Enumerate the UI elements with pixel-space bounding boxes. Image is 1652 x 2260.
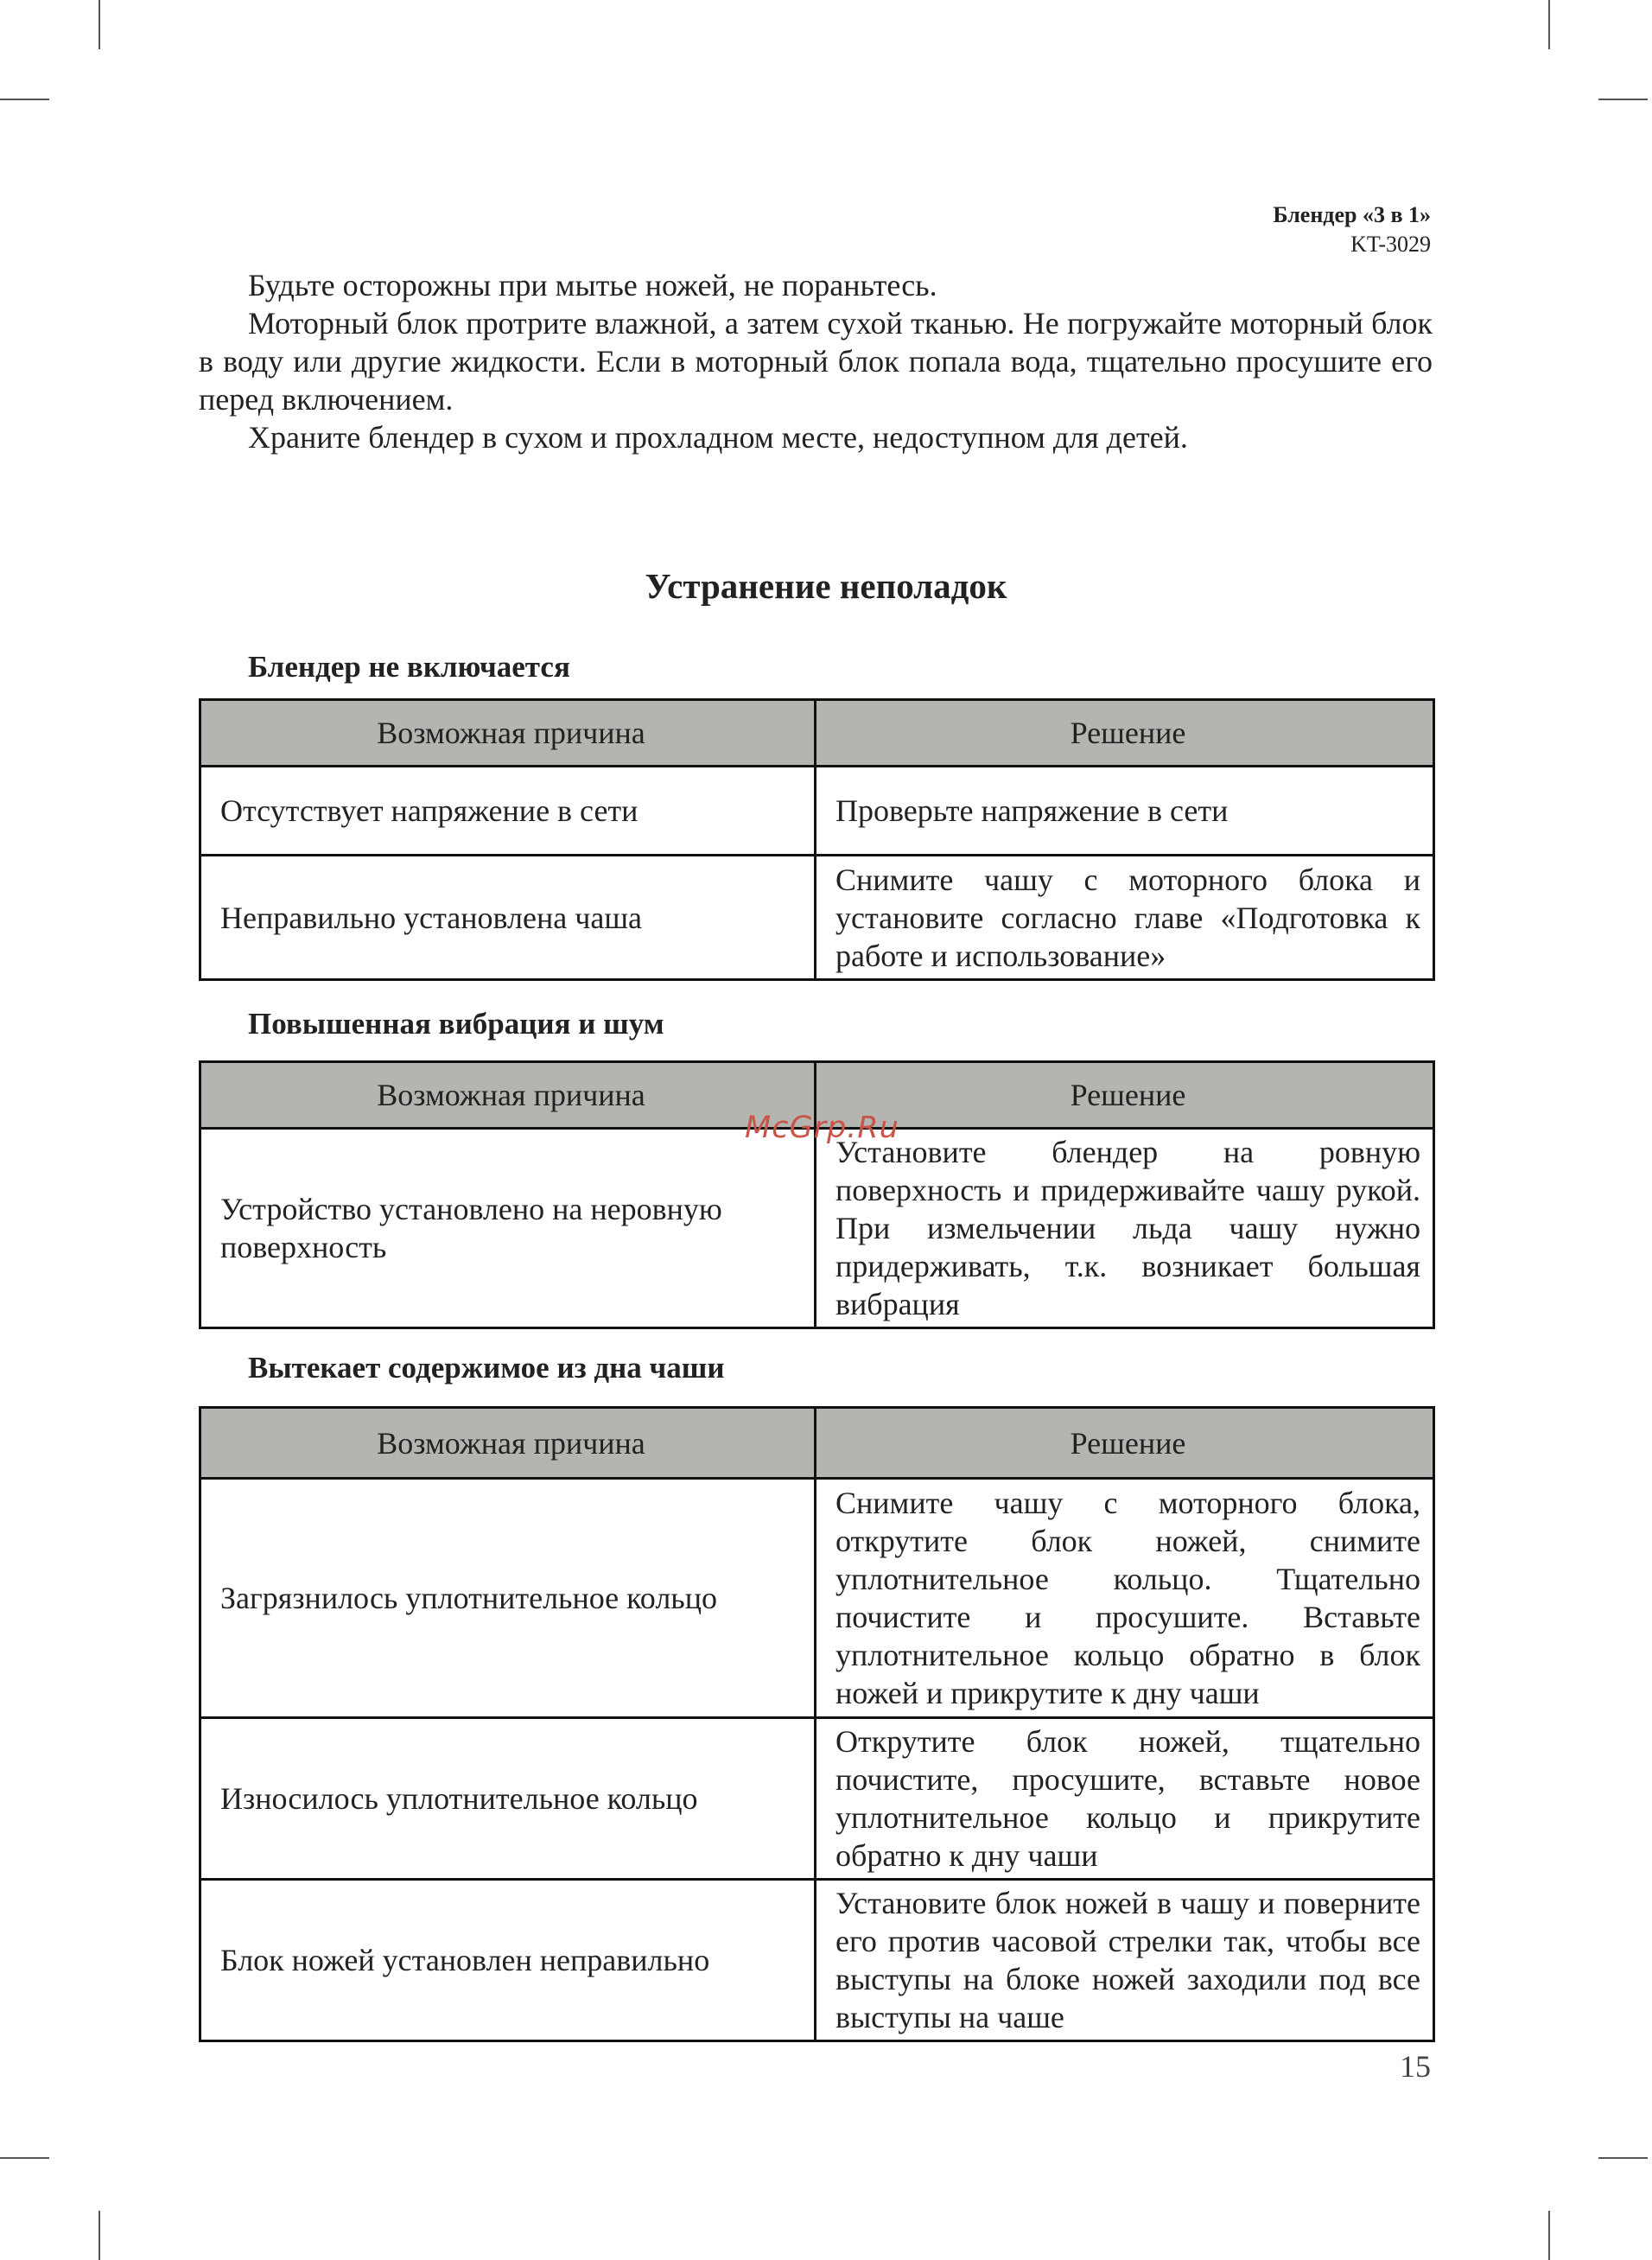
paragraph: Будьте осторожны при мытье ножей, не пораньтесь. xyxy=(248,268,937,302)
column-header: Решение xyxy=(816,700,1434,767)
crop-mark xyxy=(1598,99,1648,100)
table-row xyxy=(200,1718,1434,1880)
troubleshooting-table xyxy=(199,1406,1435,2042)
cause-cell: Загрязнилось уплотнительное кольцо xyxy=(200,1479,816,1718)
column-header: Решение xyxy=(816,1062,1434,1129)
column-header: Возможная причина xyxy=(200,1062,816,1129)
table-row xyxy=(200,767,1434,856)
column-header: Возможная причина xyxy=(200,700,816,767)
subsection-heading: Вытекает содержимое из дна чаши xyxy=(248,1351,725,1385)
table-header-row xyxy=(200,1408,1434,1479)
paragraph: Моторный блок протрите влажной, а затем сухой тканью. Не погружайте моторный блок в воду или другие жидкости. Если в моторный блок попала вода, тщательно просушите его перед включением. xyxy=(199,306,1433,417)
cause-cell: Износилось уплотнительное кольцо xyxy=(200,1718,816,1880)
table-row xyxy=(200,1880,1434,2041)
cause-cell: Блок ножей установлен неправильно xyxy=(200,1880,816,2041)
page-header xyxy=(1273,201,1431,259)
table-row xyxy=(200,856,1434,980)
solution-cell: Открутите блок ножей, тщательно почистите, просушите, вставьте новое уплотнительное кольцо и прикрутите обратно к дну чаши xyxy=(816,1718,1434,1880)
cause-cell: Неправильно установлена чаша xyxy=(200,856,816,980)
column-header: Возможная причина xyxy=(200,1408,816,1479)
solution-cell: Установите блок ножей в чашу и поверните его против часовой стрелки так, чтобы все выступы на блоке ножей заходили под все выступы на чаше xyxy=(816,1880,1434,2041)
intro-text xyxy=(199,266,1433,456)
crop-mark xyxy=(98,2211,100,2260)
crop-mark xyxy=(1548,2211,1550,2260)
troubleshooting-table xyxy=(199,1060,1435,1329)
model-title: Блендер «3 в 1» xyxy=(1273,202,1431,227)
subsection-heading: Повышенная вибрация и шум xyxy=(248,1007,664,1041)
watermark: McGrp.Ru xyxy=(745,1111,899,1145)
cause-cell: Отсутствует напряжение в сети xyxy=(200,767,816,856)
crop-mark xyxy=(0,2157,49,2159)
solution-cell: Проверьте напряжение в сети xyxy=(816,767,1434,856)
crop-mark xyxy=(0,99,49,100)
cause-cell: Устройство установлено на неровную поверхность xyxy=(200,1129,816,1328)
solution-cell: Снимите чашу с моторного блока, открутите блок ножей, снимите уплотнительное кольцо. Тщательно почистите и просушите. Вставьте уплотнительное кольцо обратно в блок ножей и прикрутите к дну чаши xyxy=(816,1479,1434,1718)
crop-mark xyxy=(1548,0,1550,49)
troubleshooting-table xyxy=(199,698,1435,981)
subsection-heading: Блендер не включается xyxy=(248,650,570,684)
solution-cell: Снимите чашу с моторного блока и установите согласно главе «Подготовка к работе и использование» xyxy=(816,856,1434,980)
solution-cell: Установите блендер на ровную поверхность и придерживайте чашу рукой. При измельчении льда чашу нужно придерживать, т.к. возникает большая вибрация xyxy=(816,1129,1434,1328)
table-row xyxy=(200,1479,1434,1718)
table-header-row xyxy=(200,700,1434,767)
model-code: KT-3029 xyxy=(1350,232,1431,257)
section-title: Устранение неполадок xyxy=(645,566,1007,606)
paragraph: Храните блендер в сухом и прохладном месте, недоступном для детей. xyxy=(248,420,1188,455)
crop-mark xyxy=(1598,2157,1648,2159)
table-row xyxy=(200,1129,1434,1328)
column-header: Решение xyxy=(816,1408,1434,1479)
crop-mark xyxy=(98,0,100,49)
page-number: 15 xyxy=(1400,2049,1431,2084)
